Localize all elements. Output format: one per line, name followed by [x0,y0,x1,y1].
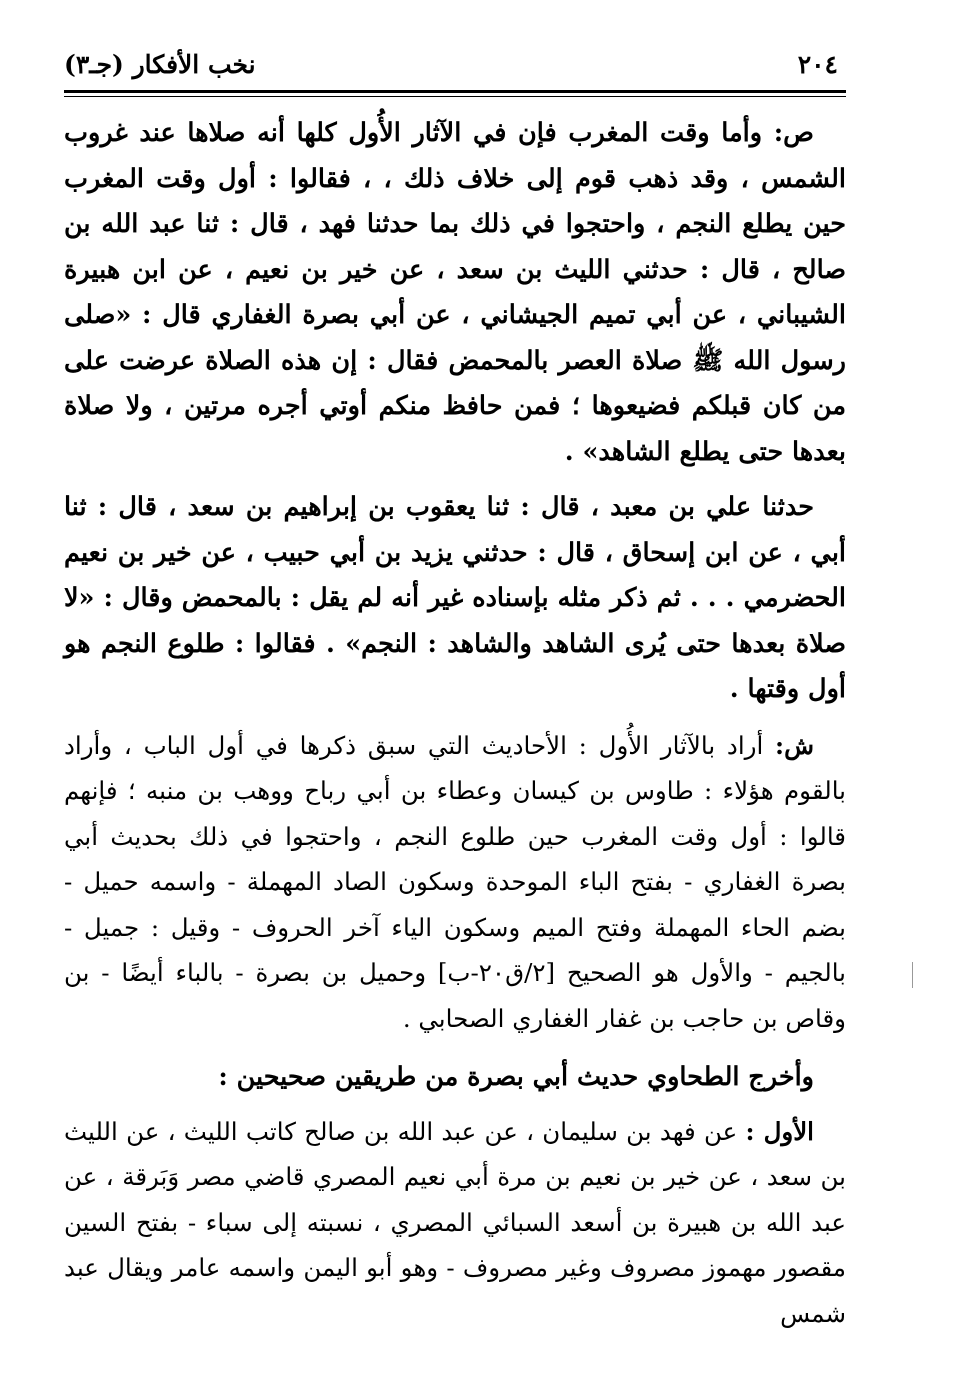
header-rule-thick [64,90,846,93]
paragraph-text: وأما وقت المغرب فإن في الآثار الأُول كلها أنه صلاها عند غروب الشمس ، وقد ذهب قوم إلى خلاف ذلك ، ، فقالوا : أول وقت المغرب حين يطلع النجم ، واحتجوا في ذلك بما حدثنا فهد ، قال : ثنا عبد الله بن صالح ، قال : حدثني الليث بن سعد ، عن خير بن نعيم ، عن ابن هبيرة الشيباني ، عن أبي تميم الجيشاني ، عن أبي بصرة الغفاري قال : «صلى رسول الله ﷺ صلاة العصر بالمحمض فقال : إن هذه الصلاة عرضت على من كان قبلكم فضيعوها ؛ فمن حافظ منكم أوتي أجره مرتين ، ولا صلاة بعدها حتى يطلع الشاهد» . [64,118,846,467]
margin-mark [912,962,913,988]
page-body [64,111,846,1336]
page-number: ٢٠٤ [797,50,838,79]
paragraph-sharh-2 [64,1109,846,1337]
paragraph-text: أراد بالآثار الأُول : الأحاديث التي سبق ذكرها في أول الباب ، وأراد بالقوم هؤلاء : طاوس بن كيسان وعطاء بن أبي رباح ووهب بن منبه ؛ فإنهم قالوا : أول وقت المغرب حين طلوع النجم ، واحتجوا في ذلك بحديث أبي بصرة الغفاري - بفتح الباء الموحدة وسكون الصاد المهملة - واسمه حميل - بضم الحاء المهملة وفتح الميم وسكون الياء آخر الحروف - وقيل : جميل - بالجيم - والأول هو الصحيح [٢/ق٢٠-ب] وحميل بن بصرة - بالباء أيضًا - بن وقاص بن حاجب بن غفار الغفاري الصحابي . [64,730,846,1033]
paragraph-marker: ص: [773,118,814,148]
header-rule-thin [64,96,846,97]
paragraph-text: عن فهد بن سليمان ، عن عبد الله بن صالح كاتب الليث ، عن الليث بن سعد ، عن خير بن نعيم بن مرة أبي نعيم المصري قاضي مصر وَبَرقة ، عن عبد الله بن هبيرة بن أسعد السبائي المصري ، نسبته إلى سباء - بفتح السين مقصور مهموز مصروف وغير مصروف - وهو أبو اليمن واسمه عامر ويقال عبد شمس [64,1116,846,1328]
paragraph-matn-1 [64,111,846,475]
paragraph-text: حدثنا علي بن معبد ، قال : ثنا يعقوب بن إبراهيم بن سعد ، قال : ثنا أبي ، عن ابن إسحاق ، قال : حدثني يزيد بن أبي حبيب ، عن خير بن نعيم الحضرمي . . . ثم ذكر مثله بإسناده غير أنه لم يقل : بالمحمض وقال : «لا صلاة بعدها حتى يُرى الشاهد والشاهد : النجم» . فقالوا : طلوع النجم هو أول وقتها . [64,492,846,704]
paragraph-sharh-1 [64,723,846,1042]
paragraph-marker: الأول : [745,1116,814,1146]
page-header [64,40,846,88]
paragraph-matn-2 [64,485,846,713]
book-title: نخب الأفكار (جـ٣) [64,50,256,79]
section-heading: وأخرج الطحاوي حديث أبي بصرة من طريقين صحيحين : [218,1062,814,1092]
paragraph-marker: ش: [775,730,814,760]
page [64,40,846,1336]
